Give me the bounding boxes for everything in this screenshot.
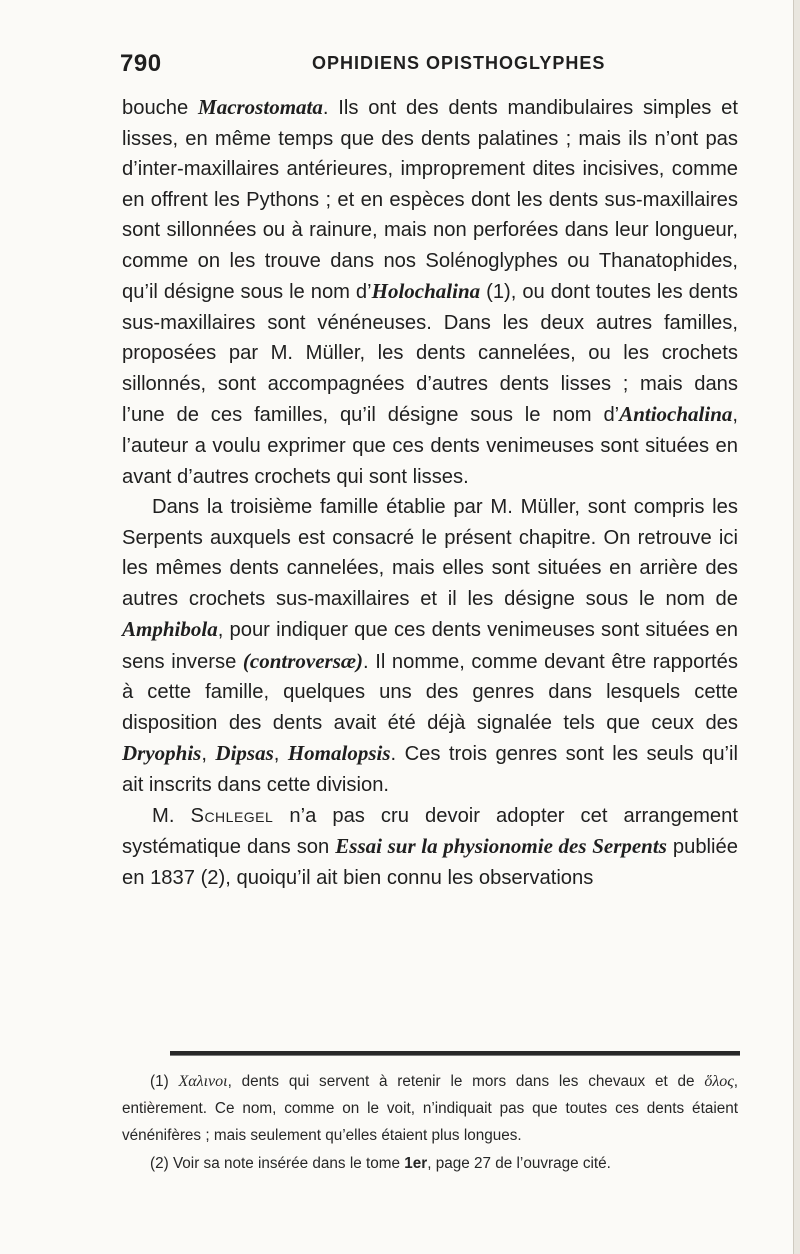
footnote-1-segment-3: , dents qui servent à retenir le mors dans les chevaux et de <box>227 1073 705 1090</box>
paragraph-2-segment-5: . Il nomme, comme devant être rapportés à cette famille, quelques uns des genres dans lesquels cette disposition des dents avait été déjà signalée tels que ceux des <box>122 650 738 734</box>
paragraph-1-segment-3: . Ils ont des dents mandibulaires simples et lisses, en même temps que des dents palatines ; mais ils n’ont pas d’inter-maxillaires antérieures, improprement dites incisives, comme en offrent les Pythons ; et en espèces dont les dents sus-maxillaires sont sillonnées ou à rainure, mais non perforées dans leur longueur, comme on les trouve dans nos Solénoglyphes ou Thanatophides, qu’il désigne sous le nom d’ <box>122 97 739 304</box>
latin-term-controversae: (controversæ) <box>242 648 364 673</box>
genus-name-dryophis: Dryophis <box>122 741 202 766</box>
genus-name-dipsas: Dipsas <box>215 741 274 766</box>
footnote-2-segment-3: , page 27 de l’ouvrage cité. <box>427 1154 611 1172</box>
volume-number: 1er <box>404 1154 428 1172</box>
paragraph-1 <box>122 92 738 492</box>
paragraph-2-separator-2: , <box>273 743 288 766</box>
genus-name-holochalina: Holochalina <box>371 279 481 304</box>
footnotes <box>122 1068 738 1177</box>
genus-name-macrostomata: Macrostomata <box>198 95 323 119</box>
paragraph-3 <box>122 801 738 894</box>
paragraph-1-segment-1: bouche <box>122 97 199 119</box>
greek-word-chalinoi: Χαλινοι <box>178 1073 228 1090</box>
footnote-divider <box>170 1051 740 1056</box>
running-title: OPHIDIENS OPISTHOGLYPHES <box>312 53 606 73</box>
paragraph-2-segment-1: Dans la troisième famille établie par M. Müller, sont compris les Serpents auxquels est consacré le présent chapitre. On retrouve ici les mêmes dents cannelées, mais elles sont situées en arrière des autres crochets sus-maxillaires et il les désigne sous le nom de <box>122 496 738 610</box>
footnote-2-segment-1: (2) Voir sa note insérée dans le tome <box>150 1154 405 1172</box>
paragraph-2-separator-1: , <box>201 743 216 766</box>
paragraph-2-segment-11: . Ces trois genres sont les seuls qu’il ait inscrits dans cette division. <box>122 743 739 797</box>
footnote-rule <box>170 1051 740 1056</box>
genus-name-antiochalina: Antiochalina <box>619 402 733 427</box>
paragraph-3-segment-5: publiée en 1837 (2), quoiqu’il ait bien connu les observations <box>122 836 738 889</box>
paragraph-2 <box>122 492 738 800</box>
paragraph-1-segment-5: (1), ou dont toutes les dents sus-maxillaires sont vénéneuses. Dans les deux autres familles, proposées par M. Müller, les dents cannelées, ou les crochets sillonnés, sont accompagnées d’autres dents lisses ; mais dans l’une de ces familles, qu’il désigne sous le nom d’ <box>122 281 738 427</box>
page-header <box>120 50 740 84</box>
page-number: 790 <box>120 50 162 77</box>
page-edge <box>793 0 800 1254</box>
paragraph-3-segment-3: n’a pas cru devoir adopter cet arrangement systématique dans son <box>122 804 738 859</box>
footnote-1 <box>122 1068 738 1150</box>
paragraph-3-segment-1: M. <box>152 804 191 827</box>
paragraph-2-segment-3: , pour indiquer que ces dents venimeuses sont situées en sens inverse <box>122 619 738 673</box>
book-title: Essai sur la physionomie des Serpents <box>335 834 667 859</box>
genus-name-amphibola: Amphibola <box>122 617 218 642</box>
author-name-schlegel: Schlegel <box>190 804 274 827</box>
paragraph-1-segment-7: , l’auteur a voulu exprimer que ces dents venimeuses sont situées en avant d’autres crochets qui sont lisses. <box>122 404 738 488</box>
main-text <box>122 92 738 893</box>
footnote-1-segment-1: (1) <box>150 1073 179 1090</box>
footnote-1-segment-5: , entièrement. Ce nom, comme on le voit, n’indiquait pas que toutes ces dents étaient vénénifères ; mais seulement qu’elles étaient plus longues. <box>122 1073 739 1145</box>
greek-word-holos: ὅλος <box>704 1073 734 1090</box>
footnote-2 <box>122 1150 738 1177</box>
genus-name-homalopsis: Homalopsis <box>287 741 391 766</box>
